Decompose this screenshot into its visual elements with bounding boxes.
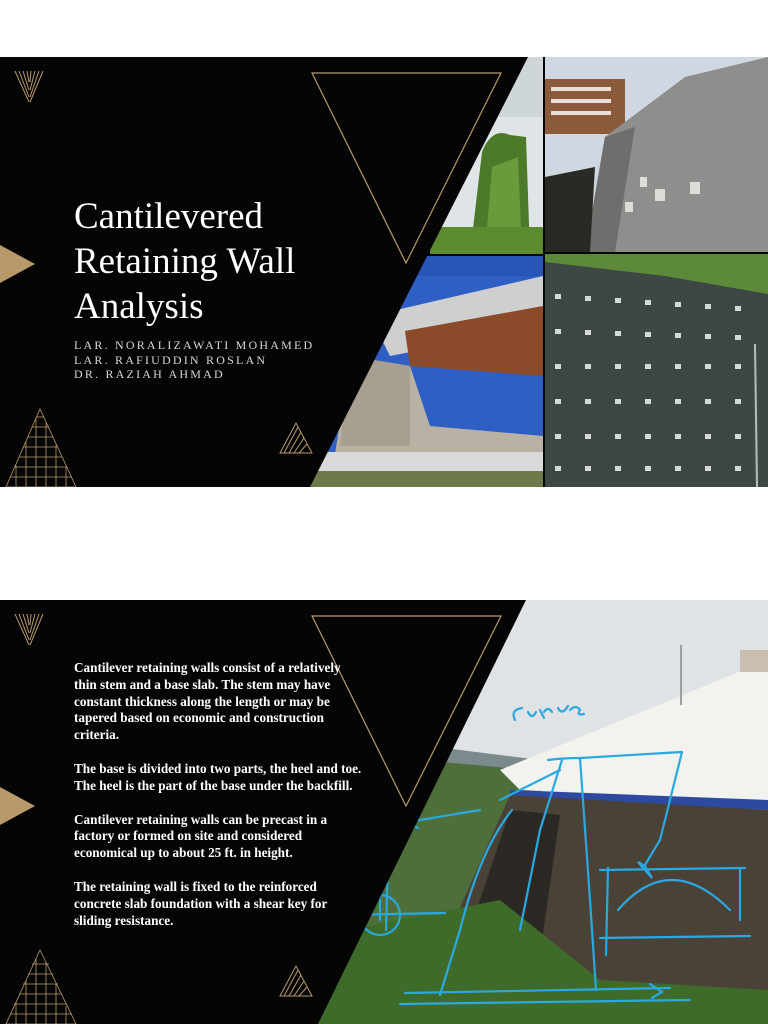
author-list bbox=[74, 338, 314, 382]
slide-body bbox=[74, 660, 364, 946]
paragraph: Cantilever retaining walls can be precast in a factory or formed on site and considered economical up to about 25 ft. in height. bbox=[74, 811, 328, 861]
paragraph: Cantilever retaining walls consist of a relatively thin stem and a base slab. The stem may have constant thickness along the length or may be tapered based on economic and construction criteria. bbox=[74, 660, 341, 743]
title-line: Retaining Wall bbox=[74, 241, 296, 282]
content-slide bbox=[0, 600, 768, 1024]
paragraph: The base is divided into two parts, the heel and toe. The heel is the part of the base under the backfill. bbox=[74, 760, 362, 793]
title-slide bbox=[0, 57, 768, 487]
paragraph: The retaining wall is fixed to the reinforced concrete slab foundation with a shear key for sliding resistance. bbox=[74, 878, 328, 928]
slide-title bbox=[74, 194, 404, 329]
author-name: LAR. NORALIZAWATI MOHAMED bbox=[74, 338, 315, 352]
title-line: Analysis bbox=[74, 286, 204, 327]
author-name: LAR. RAFIUDDIN ROSLAN bbox=[74, 352, 268, 367]
title-line: Cantilevered bbox=[74, 196, 264, 237]
author-name: DR. RAZIAH AHMAD bbox=[74, 367, 225, 381]
